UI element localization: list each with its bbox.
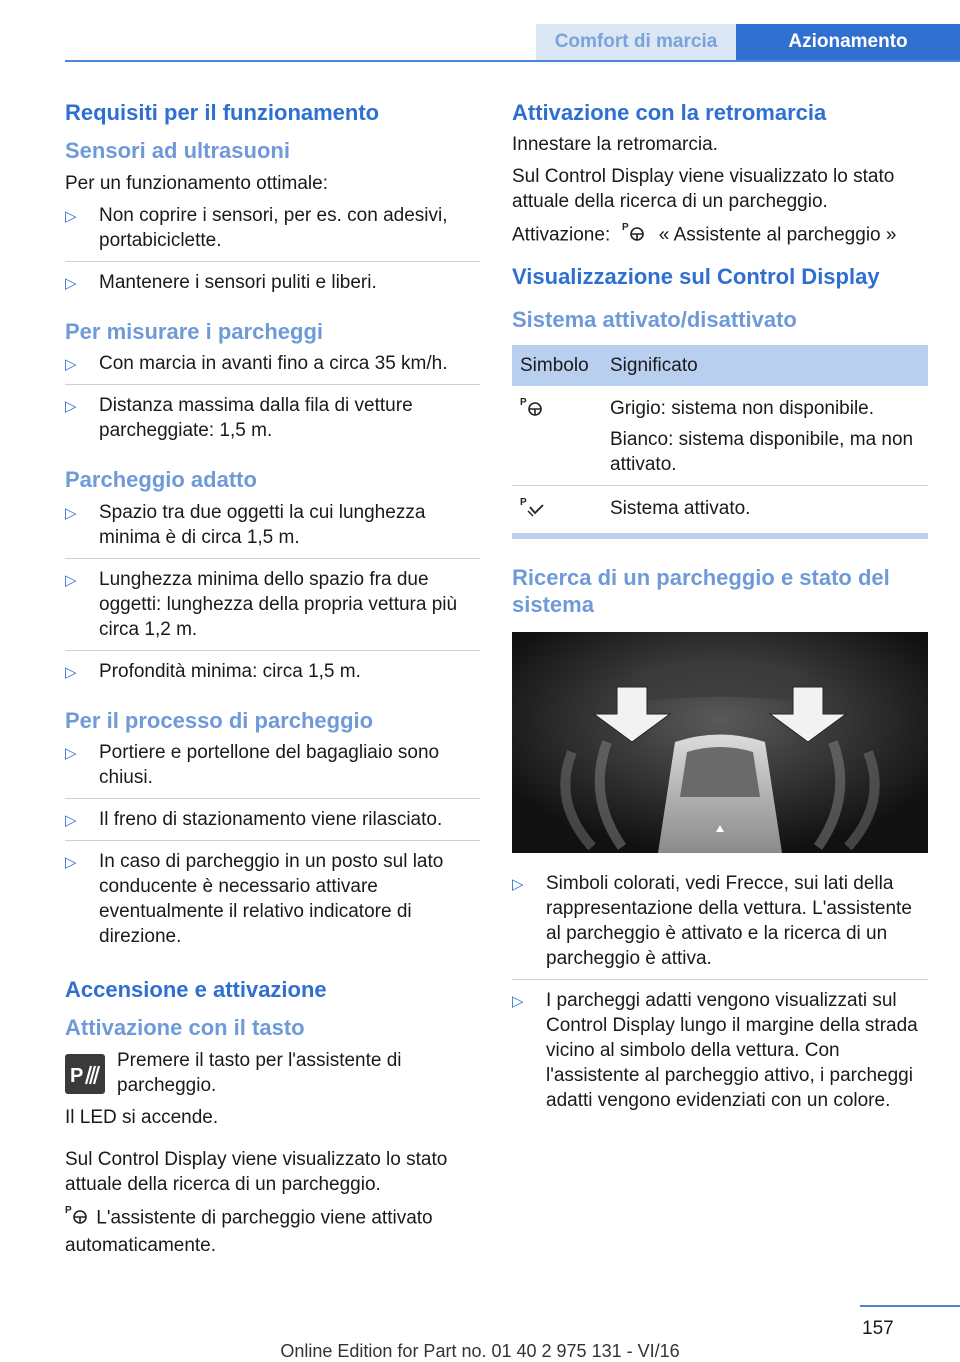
- edition-footer: Online Edition for Part no. 01 40 2 975 131 - VI/16: [280, 1341, 680, 1361]
- list-item: ▷ I parcheggi adatti vengono visualizzati sul Control Display lungo il margine della strada vicino al simbolo della vettura. Con l'assistente al parcheggio attivo, i parcheggi adatti vengono evidenziati con un colore.: [512, 989, 918, 1111]
- heading-requisiti: Requisiti per il funzionamento: [65, 100, 380, 125]
- triangle-right-icon: ▷: [65, 571, 77, 589]
- list-item: ▷ Con marcia in avanti fino a circa 35 km/h.: [65, 351, 480, 385]
- table-bottom-rule: [512, 534, 928, 539]
- left-column: [65, 100, 480, 1265]
- heading-misurare: Per misurare i parcheggi: [65, 318, 323, 344]
- park-assist-active-icon: [520, 497, 546, 523]
- triangle-right-icon: ▷: [65, 356, 77, 374]
- heading-adatto: Parcheggio adatto: [65, 467, 257, 493]
- triangle-right-icon: ▷: [512, 992, 524, 1010]
- list-item: ▷ Lunghezza minima dello spazio fra due oggetti: lunghezza della propria vettura più circa 1,2 m.: [65, 567, 480, 651]
- heading-accensione: Accensione e attivazione: [65, 976, 327, 1002]
- retro-text-1: Innestare la retromarcia.: [512, 134, 718, 156]
- triangle-right-icon: ▷: [65, 853, 77, 871]
- parking-display-photo: [512, 632, 928, 853]
- triangle-right-icon: ▷: [65, 207, 77, 225]
- svg-text:P: P: [520, 397, 527, 409]
- triangle-right-icon: ▷: [65, 744, 77, 762]
- svg-text:P: P: [70, 1064, 84, 1087]
- header-rule: [65, 60, 960, 62]
- tasto-block: [65, 1048, 480, 1105]
- triangle-right-icon: ▷: [65, 504, 77, 522]
- list-item: ▷ In caso di parcheggio in un posto sul lato conducente è necessario attivare eventualmente il relativo indicatore di direzione.: [65, 850, 444, 947]
- display-text: Sul Control Display viene visualizzato lo stato attuale della ricerca di un parcheggio.: [65, 1148, 448, 1195]
- park-assist-icon: [622, 221, 648, 250]
- row1-white: Bianco: sistema disponibile, ma non attivato.: [610, 429, 914, 476]
- list-item: ▷ Portiere e portellone del bagagliaio sono chiusi.: [65, 740, 480, 799]
- svg-text:P: P: [621, 222, 629, 234]
- attivazione-line: Attivazione: P « Assistente al parcheggio »: [512, 221, 928, 250]
- svg-text:P: P: [65, 1204, 72, 1216]
- list-item: ▷ Il freno di stazionamento viene rilasciato.: [65, 807, 480, 841]
- footer-rule: [860, 1305, 960, 1307]
- park-assist-button-icon: [65, 1054, 105, 1094]
- heading-sensori: Sensori ad ultrasuoni: [65, 138, 290, 164]
- triangle-right-icon: ▷: [65, 811, 77, 829]
- park-assist-icon: [520, 397, 546, 423]
- triangle-right-icon: ▷: [65, 398, 77, 416]
- list-item: ▷ Distanza massima dalla fila di vetture parcheggiate: 1,5 m.: [65, 395, 413, 442]
- header-tab-comfort[interactable]: Comfort di marcia: [536, 24, 736, 60]
- heading-sistema: Sistema attivato/disattivato: [512, 306, 797, 332]
- svg-text:P: P: [520, 497, 527, 509]
- triangle-right-icon: ▷: [512, 875, 524, 893]
- list-item: ▷ Simboli colorati, vedi Frecce, sui lati della rappresentazione della vettura. L'assistente al parcheggio è attivato e la ricerca di un parcheggio è attiva.: [512, 871, 928, 980]
- col-symbol-header: Simbolo: [512, 345, 602, 386]
- table-row: [512, 486, 928, 534]
- row2-meaning: Sistema attivato.: [602, 486, 928, 534]
- retro-text-2: Sul Control Display viene visualizzato lo stato attuale della ricerca di un parcheggio.: [512, 166, 895, 213]
- col-meaning-header: Significato: [602, 345, 928, 386]
- park-assist-icon: [65, 1204, 91, 1233]
- header-tab-azionamento[interactable]: Azionamento: [736, 24, 960, 60]
- heading-retromarcia: Attivazione con la retromarcia: [512, 100, 827, 125]
- auto-text: P L'assistente di parcheggio viene attivato automaticamente.: [65, 1204, 433, 1256]
- triangle-right-icon: ▷: [65, 274, 77, 292]
- right-column: [512, 100, 928, 1121]
- adatto-list: [65, 500, 480, 692]
- table-row: [512, 386, 928, 486]
- list-item: ▷ Spazio tra due oggetti la cui lunghezza minima è di circa 1,5 m.: [65, 500, 480, 559]
- sensori-intro: Per un funzionamento ottimale:: [65, 172, 328, 194]
- symbol-table: [512, 345, 928, 534]
- sensori-list: [65, 203, 480, 303]
- list-item: ▷ Mantenere i sensori puliti e liberi.: [65, 270, 480, 303]
- processo-list: [65, 740, 480, 957]
- triangle-right-icon: ▷: [65, 663, 77, 681]
- heading-visualizzazione: Visualizzazione sul Control Display: [512, 264, 880, 290]
- misurare-list: [65, 351, 480, 451]
- heading-ricerca: Ricerca di un parcheggio e stato del sistema: [512, 565, 890, 617]
- ricerca-list: [512, 871, 928, 1121]
- tasto-text: Premere il tasto per l'assistente di parcheggio.: [117, 1049, 402, 1096]
- heading-tasto: Attivazione con il tasto: [65, 1015, 305, 1041]
- heading-processo: Per il processo di parcheggio: [65, 707, 374, 733]
- list-item: ▷ Profondità minima: circa 1,5 m.: [65, 659, 480, 692]
- row1-grey: Grigio: sistema non disponibile.: [610, 398, 875, 420]
- list-item: ▷ Non coprire i sensori, per es. con adesivi, portabiciclette.: [65, 203, 480, 262]
- led-text: Il LED si accende.: [65, 1106, 219, 1128]
- page-number: 157: [862, 1318, 894, 1339]
